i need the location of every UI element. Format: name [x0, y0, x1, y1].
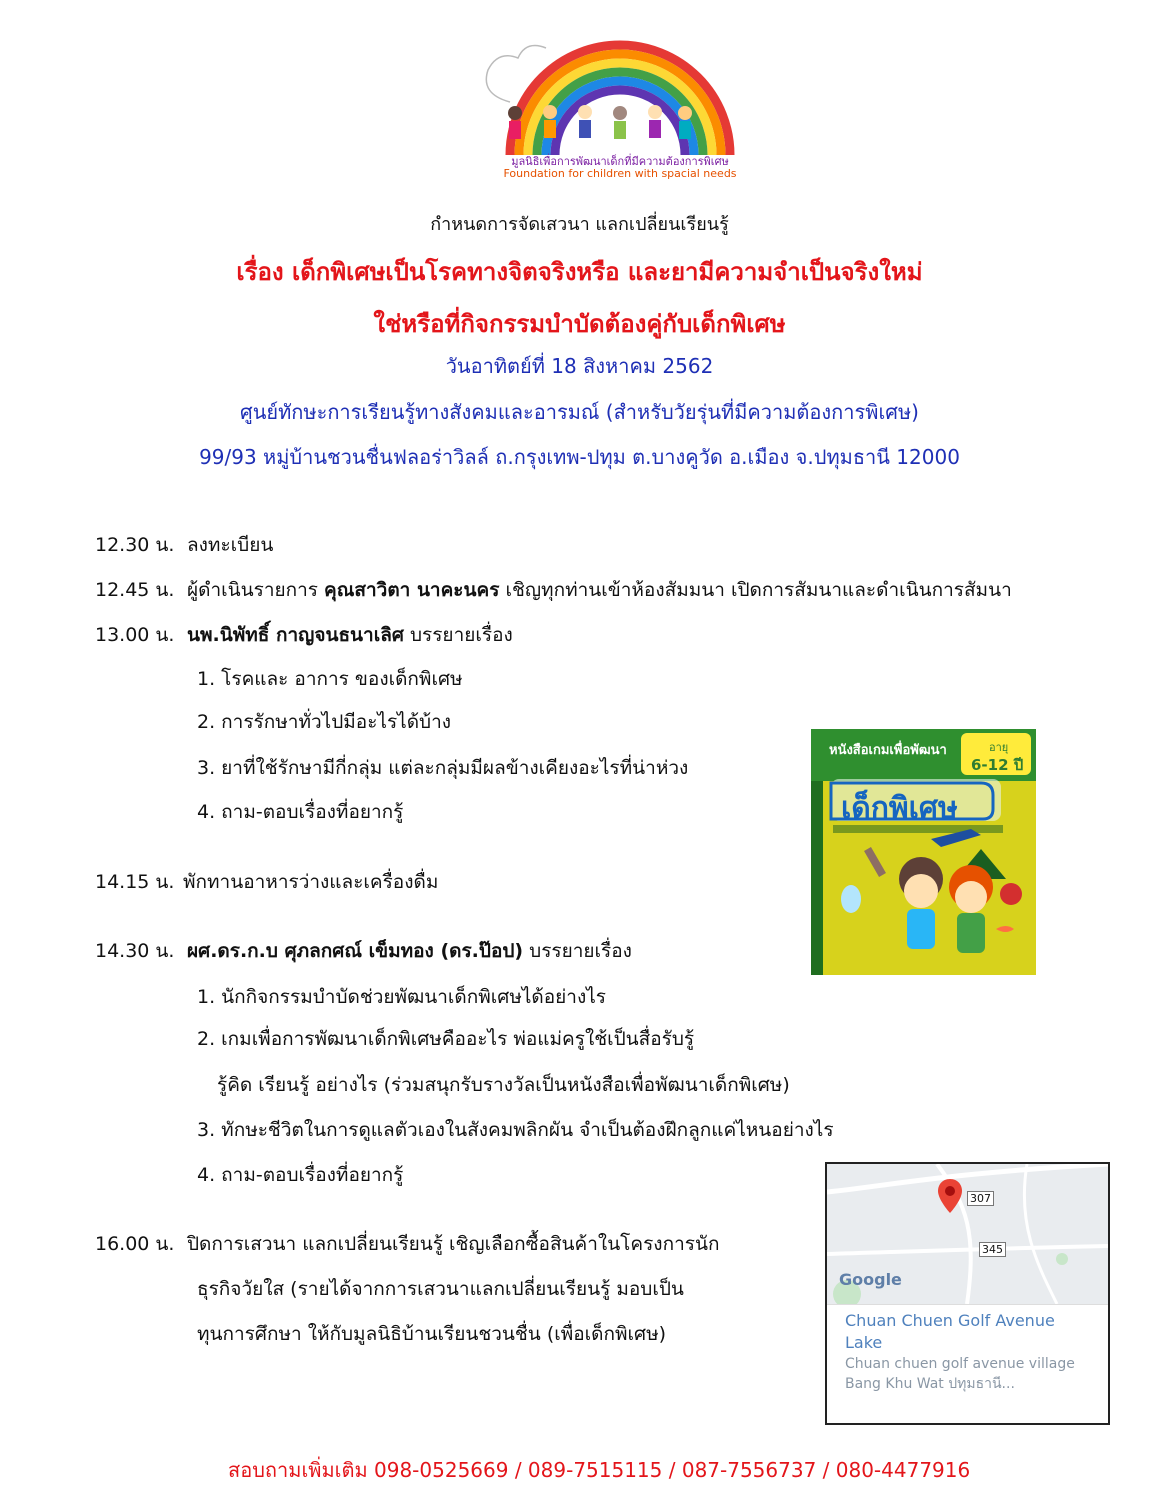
road-shield-345: 345	[979, 1242, 1006, 1257]
closing-text-line: ทุนการศึกษา ให้กับมูลนิธิบ้านเรียนชวนชื่น (เพื่อเด็กพิเศษ)	[197, 1323, 667, 1345]
location-map-card[interactable]	[825, 1162, 1110, 1425]
lecture-1-topic: 1. โรคและ อาการ ของเด็กพิเศษ	[197, 668, 463, 690]
schedule-text: ปิดการเสวนา แลกเปลี่ยนเรียนรู้ เชิญเลือกซื้อสินค้าในโครงการนัก	[187, 1233, 720, 1255]
event-date: วันอาทิตย์ที่ 18 สิงหาคม 2562	[445, 354, 714, 378]
title-line-2: ใช่หรือที่กิจกรรมบำบัดต้องคู่กับเด็กพิเศษ	[373, 310, 786, 338]
closing-text-line: ธุรกิจวัยใส (รายได้จากการเสวนาแลกเปลี่ยนเรียนรู้ มอบเป็น	[197, 1278, 684, 1300]
logo-name-th: มูลนิธิเพื่อการพัฒนาเด็กที่มีความต้องการพิเศษ	[511, 155, 729, 168]
book-top-text: หนังสือเกมเพื่อพัฒนา	[829, 743, 947, 758]
schedule-text: ผู้ดำเนินรายการ	[187, 579, 325, 601]
lecture-2-topic: 2. เกมเพื่อการพัฒนาเด็กพิเศษคืออะไร พ่อแม่ครูใช้เป็นสื่อรับรู้	[197, 1028, 695, 1050]
schedule-time: 14.30 น.	[95, 940, 175, 962]
schedule-time: 13.00 น.	[95, 624, 175, 646]
schedule-text: บรรยายเรื่อง	[403, 624, 513, 646]
schedule-time: 12.45 น.	[95, 579, 175, 601]
schedule-item-lecture-1	[95, 621, 513, 649]
schedule-text: เชิญทุกท่านเข้าห้องสัมมนา เปิดการสัมนาและดำเนินการสัมนา	[499, 579, 1012, 601]
schedule-time: 14.15 น.	[95, 871, 175, 893]
map-place-subtitle: Chuan chuen golf avenue village Bang Khu Wat ปทุมธานี...	[845, 1356, 1075, 1392]
schedule-item-registration	[95, 531, 273, 559]
book-cover-image	[811, 729, 1036, 975]
schedule-item-moderator	[95, 576, 1012, 604]
speaker-name: นพ.นิพัทธิ์ กาญจนธนาเลิศ	[187, 624, 404, 646]
map-place-title[interactable]: Chuan Chuen Golf Avenue Lake	[845, 1311, 1055, 1352]
event-venue: ศูนย์ทักษะการเรียนรู้ทางสังคมและอารมณ์ (สำหรับวัยรุ่นที่มีความต้องการพิเศษ)	[240, 400, 919, 424]
document-subtitle: กำหนดการจัดเสวนา แลกเปลี่ยนเรียนรู้	[430, 214, 729, 235]
lecture-2-topic: 1. นักกิจกรรมบำบัดช่วยพัฒนาเด็กพิเศษได้อย่างไร	[197, 986, 606, 1008]
speaker-name: ผศ.ดร.ก.บ ศุภลกศณ์ เข็มทอง (ดร.ป๊อป)	[187, 940, 524, 962]
lecture-1-topic: 2. การรักษาทั่วไปมีอะไรได้บ้าง	[197, 711, 452, 733]
schedule-item-lecture-2	[95, 937, 632, 965]
logo-name-en: Foundation for children with spacial needs	[503, 167, 737, 180]
title-line-1: เรื่อง เด็กพิเศษเป็นโรคทางจิตจริงหรือ และยามีความจำเป็นจริงใหม่	[236, 258, 923, 286]
lecture-2-topic-continued: รู้คิด เรียนรู้ อย่างไร (ร่วมสนุกรับรางวัลเป็นหนังสือเพื่อพัฒนาเด็กพิเศษ)	[217, 1074, 790, 1096]
schedule-time: 12.30 น.	[95, 534, 175, 556]
schedule-text: ลงทะเบียน	[187, 534, 274, 556]
schedule-text: บรรยายเรื่อง	[523, 940, 632, 962]
book-title: เด็กพิเศษ	[841, 791, 958, 826]
event-address: 99/93 หมู่บ้านชวนชื่นฟลอร่าวิลล์ ถ.กรุงเทพ-ปทุม ต.บางคูวัด อ.เมือง จ.ปทุมธานี 12000	[199, 445, 960, 469]
schedule-time: 16.00 น.	[95, 1233, 175, 1255]
map-area[interactable]	[827, 1164, 1108, 1304]
google-logo: Google	[839, 1270, 902, 1289]
contact-phones: สอบถามเพิ่มเติม 098-0525669 / 089-7515115 / 087-7556737 / 080-4477916	[228, 1458, 971, 1482]
book-age-label: อายุ	[989, 741, 1009, 754]
lecture-2-topic: 3. ทักษะชีวิตในการดูแลตัวเองในสังคมพลิกผัน จำเป็นต้องฝึกลูกแค่ไหนอย่างไร	[197, 1119, 834, 1141]
lecture-2-topic: 4. ถาม-ตอบเรื่องที่อยากรู้	[197, 1164, 404, 1186]
foundation-logo	[470, 30, 770, 182]
map-divider	[827, 1304, 1108, 1305]
schedule-item-closing	[95, 1230, 719, 1258]
map-pin-icon[interactable]	[937, 1178, 963, 1214]
book-age-value: 6-12 ปี	[971, 756, 1024, 774]
lecture-1-topic: 4. ถาม-ตอบเรื่องที่อยากรู้	[197, 801, 404, 823]
moderator-name: คุณสาวิตา นาคะนคร	[324, 579, 500, 601]
road-shield-307: 307	[967, 1191, 994, 1206]
schedule-text: พักทานอาหารว่างและเครื่องดื่ม	[183, 871, 439, 893]
lecture-1-topic: 3. ยาที่ใช้รักษามีกี่กลุ่ม แต่ละกลุ่มมีผลข้างเคียงอะไรที่น่าห่วง	[197, 757, 689, 779]
schedule-item-break	[95, 868, 438, 896]
